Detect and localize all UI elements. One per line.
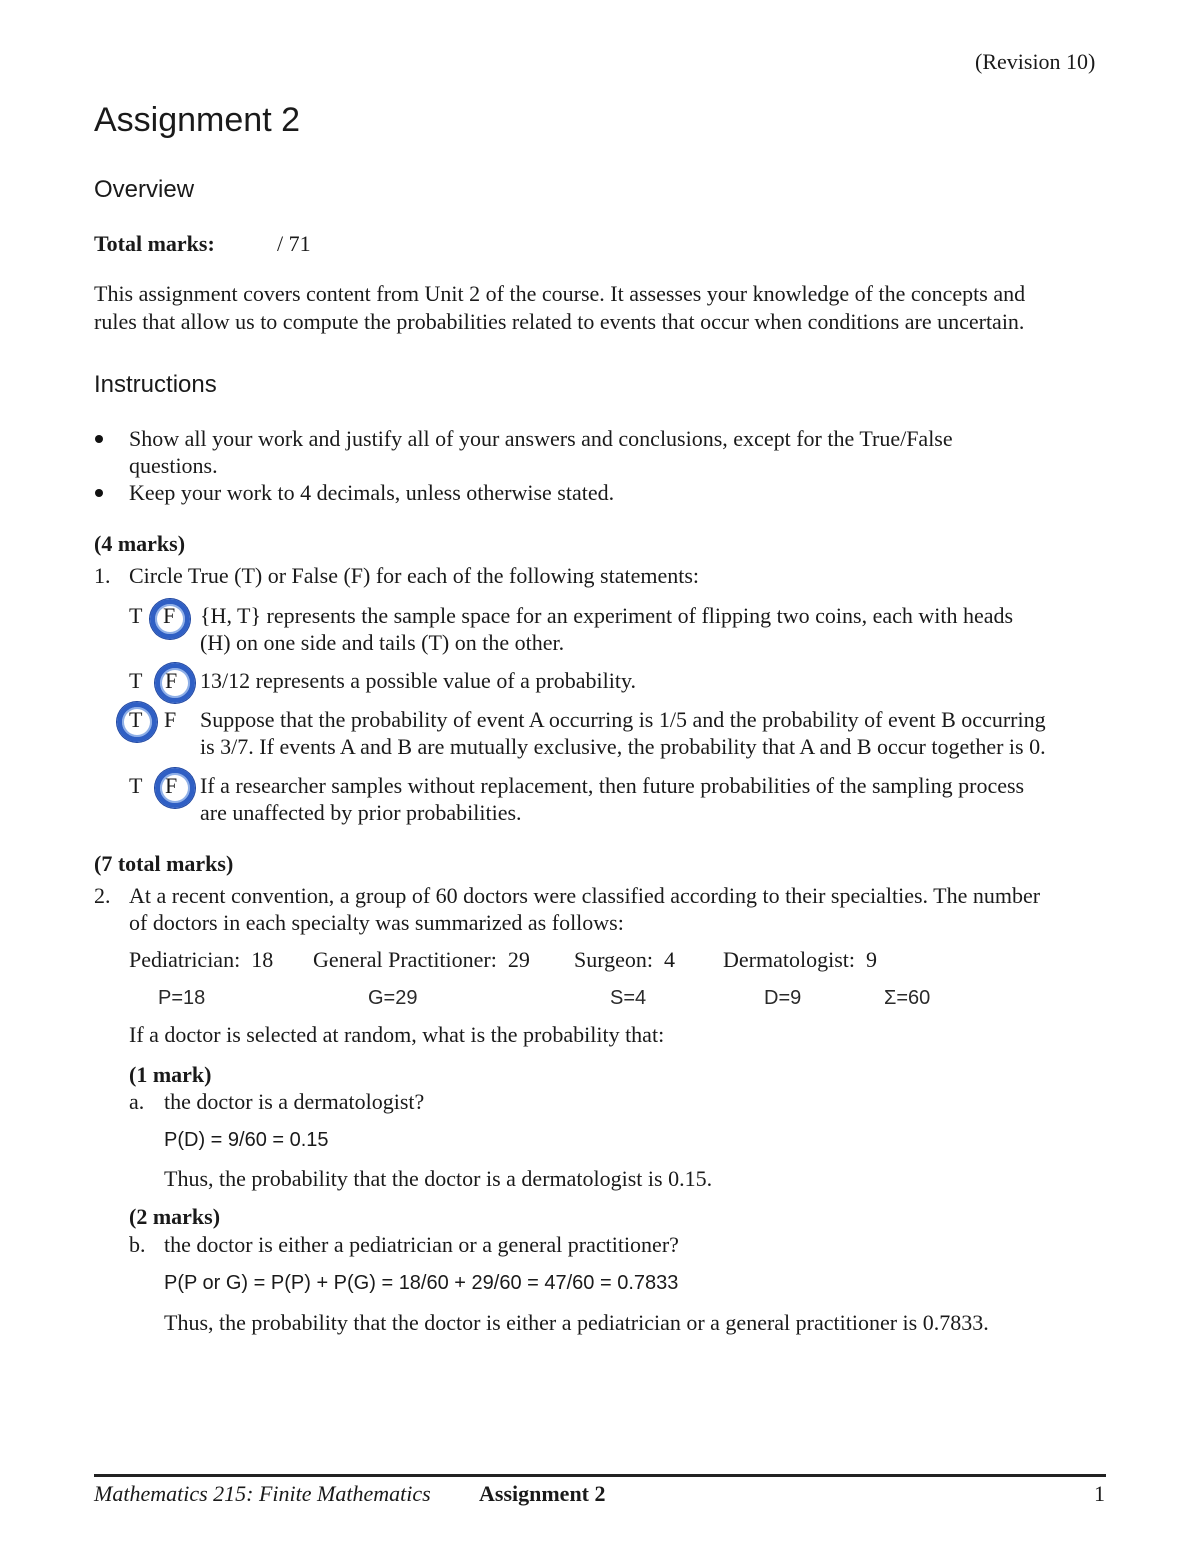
q1-item4-true: T bbox=[129, 773, 143, 798]
q1-prompt: Circle True (T) or False (F) for each of the following statements: bbox=[129, 563, 700, 588]
total-marks-label: Total marks: bbox=[94, 231, 215, 256]
total-marks-value: / 71 bbox=[277, 231, 311, 256]
footer-assignment: Assignment 2 bbox=[479, 1481, 606, 1506]
answer-circle-icon bbox=[155, 663, 195, 703]
q1-item1-true: T bbox=[129, 603, 143, 628]
notation-p: P=18 bbox=[158, 987, 206, 1009]
bullet-icon bbox=[95, 435, 103, 443]
q1-item1-text-line2: (H) on one side and tails (T) on the other. bbox=[200, 630, 565, 655]
instruction-1-line2: questions. bbox=[129, 453, 218, 478]
specialty-pediatrician: Pediatrician: 18 bbox=[129, 947, 274, 972]
q1-item3-true: T bbox=[129, 707, 143, 732]
q1-item2-text: 13/12 represents a possible value of a probability. bbox=[200, 668, 637, 693]
notation-g: G=29 bbox=[368, 987, 418, 1009]
footer-divider bbox=[94, 1474, 1106, 1477]
q1-item3-text-line1: Suppose that the probability of event A occurring is 1/5 and the probability of event B occurring bbox=[200, 707, 1046, 732]
q2-selected-prompt: If a doctor is selected at random, what is the probability that: bbox=[129, 1022, 665, 1047]
q2-number: 2. bbox=[94, 883, 111, 908]
overview-heading: Overview bbox=[94, 176, 195, 203]
q2b-answer: Thus, the probability that the doctor is either a pediatrician or a general practitioner is 0.7833. bbox=[164, 1310, 989, 1335]
footer-course: Mathematics 215: Finite Mathematics bbox=[94, 1481, 431, 1506]
q2a-marks: (1 mark) bbox=[129, 1062, 212, 1087]
q2-marks: (7 total marks) bbox=[94, 851, 234, 876]
q1-item4-false: F bbox=[165, 773, 178, 798]
answer-circle-icon bbox=[150, 599, 190, 639]
instructions-heading: Instructions bbox=[94, 371, 217, 398]
notation-d: D=9 bbox=[764, 987, 802, 1009]
q1-number: 1. bbox=[94, 563, 111, 588]
q1-item3-false: F bbox=[164, 707, 177, 732]
q2a-answer: Thus, the probability that the doctor is a dermatologist is 0.15. bbox=[164, 1166, 713, 1191]
notation-s: S=4 bbox=[610, 987, 647, 1009]
q2a-work: P(D) = 9/60 = 0.15 bbox=[164, 1129, 329, 1151]
q1-item1-false: F bbox=[163, 603, 176, 628]
q1-item3-text-line2: is 3/7. If events A and B are mutually exclusive, the probability that A and B occur together is 0. bbox=[200, 734, 1046, 759]
q1-item4-text-line1: If a researcher samples without replacement, then future probabilities of the sampling process bbox=[200, 773, 1025, 798]
page-title: Assignment 2 bbox=[94, 101, 300, 139]
q2b-marks: (2 marks) bbox=[129, 1204, 221, 1229]
answer-circle-icon bbox=[155, 768, 195, 808]
q1-item2-false: F bbox=[165, 668, 178, 693]
instruction-1-line1: Show all your work and justify all of your answers and conclusions, except for the True/False bbox=[129, 426, 953, 451]
overview-paragraph-line2: rules that allow us to compute the probabilities related to events that occur when conditions are uncertain. bbox=[94, 309, 1025, 334]
q2b-work: P(P or G) = P(P) + P(G) = 18/60 + 29/60 = 47/60 = 0.7833 bbox=[164, 1272, 679, 1294]
q1-item2-true: T bbox=[129, 668, 143, 693]
q1-item4-text-line2: are unaffected by prior probabilities. bbox=[200, 800, 522, 825]
specialty-dermatologist: Dermatologist: 9 bbox=[723, 947, 877, 972]
q1-item1-text-line1: {H, T} represents the sample space for an experiment of flipping two coins, each with heads bbox=[200, 603, 1014, 628]
instruction-2: Keep your work to 4 decimals, unless otherwise stated. bbox=[129, 480, 615, 505]
specialty-surgeon: Surgeon: 4 bbox=[574, 947, 676, 972]
overview-paragraph-line1: This assignment covers content from Unit 2 of the course. It assesses your knowledge of the concepts and bbox=[94, 281, 1026, 306]
q2a-question: the doctor is a dermatologist? bbox=[164, 1089, 425, 1114]
bullet-icon bbox=[95, 489, 103, 497]
notation-sum: Σ=60 bbox=[884, 987, 931, 1009]
answer-circle-icon bbox=[117, 702, 157, 742]
q2a-letter: a. bbox=[129, 1089, 145, 1114]
q2b-question: the doctor is either a pediatrician or a general practitioner? bbox=[164, 1232, 679, 1257]
q2b-letter: b. bbox=[129, 1232, 146, 1257]
q2-text-line1: At a recent convention, a group of 60 doctors were classified according to their specialties. The number bbox=[129, 883, 1041, 908]
specialty-general-practitioner: General Practitioner: 29 bbox=[313, 947, 530, 972]
q1-marks: (4 marks) bbox=[94, 531, 186, 556]
q2-text-line2: of doctors in each specialty was summarized as follows: bbox=[129, 910, 624, 935]
footer-page-number: 1 bbox=[1094, 1481, 1105, 1506]
revision-label: (Revision 10) bbox=[975, 49, 1096, 74]
